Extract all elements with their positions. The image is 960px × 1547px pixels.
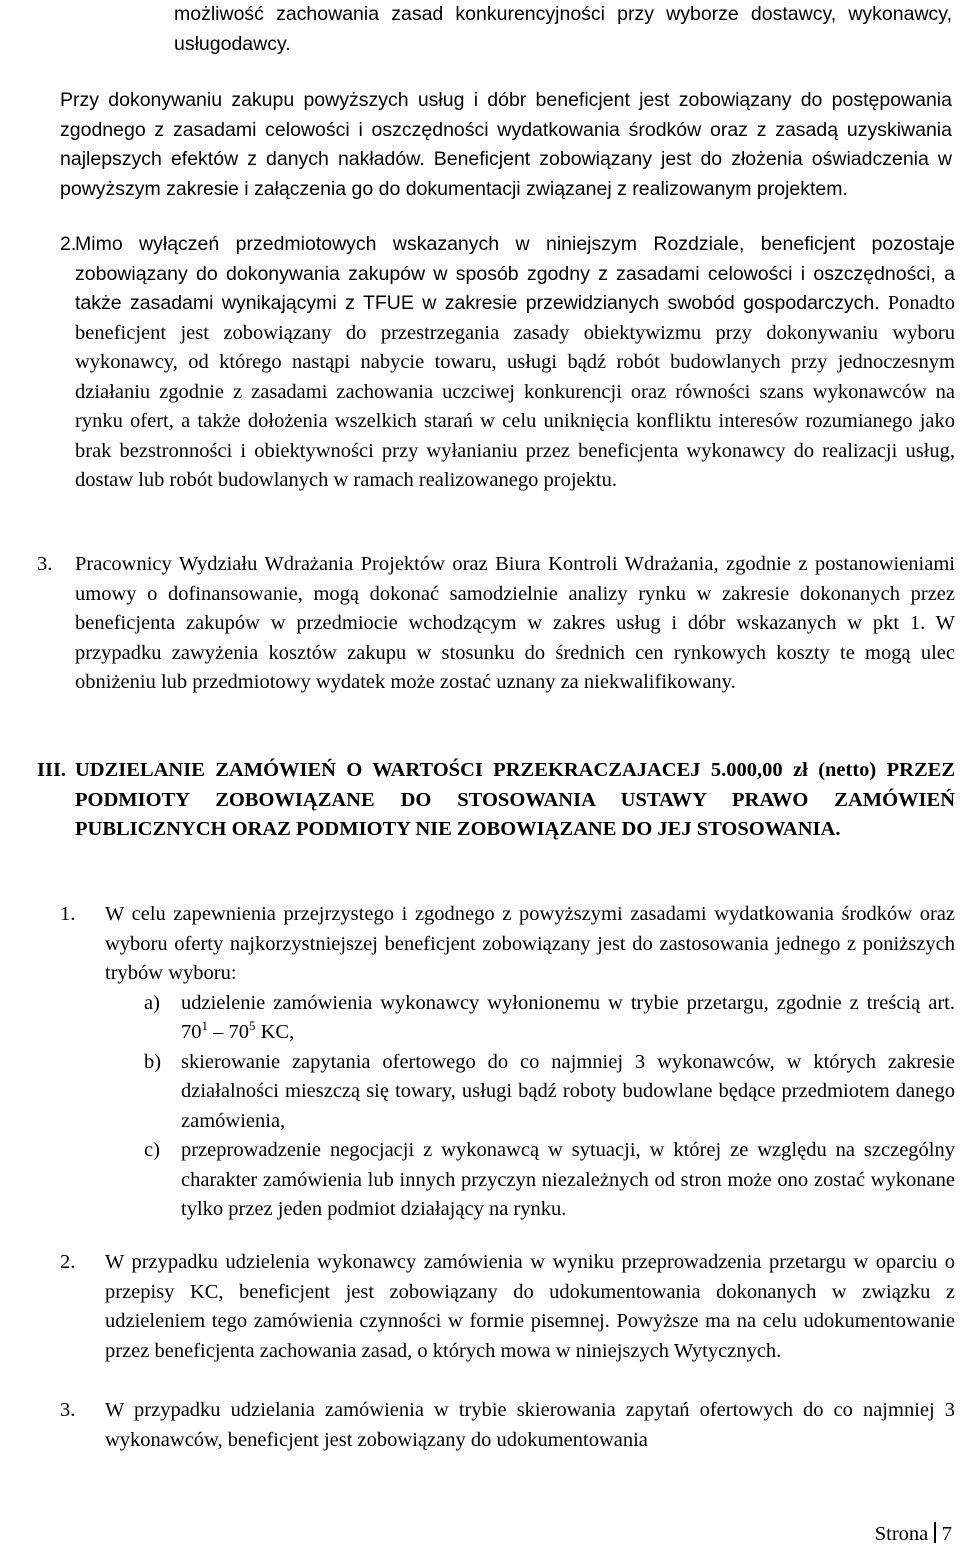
letter-marker: c) — [144, 1139, 160, 1161]
letter-text: udzielenie zamówienia wykonawcy wyłonionemu w trybie przetargu, zgodnie z treścią art. $70^1 - 70^5$ KC, — [181, 991, 955, 1043]
list-item-text-serif: Ponadto beneficjent jest zobowiązany do przestrzegania zasady obiektywizmu przy dokonywaniu wyboru wykonawcy, od którego nastąpi nabycie towaru, usługi bądź robót budowlanych przy jednoczesnym działaniu zgodnie z zasadami zachowania uczciwej konkurencji oraz równości szans wykonawców na rynku ofert, a także dołożenia wszelkich starań w celu uniknięcia konfliktu interesów rozumianego jako brak bezstronności i obiektywności przy wyłanianiu przez beneficjenta wykonawcy do realizacji usług, dostaw lub robót budowlanych w ramach realizowanego projektu. — [75, 292, 955, 491]
letter-text: przeprowadzenie negocjacji z wykonawcą w sytuacji, w której ze względu na szczególny charakter zamówienia lub innych przyczyn niezależnych od stron może ono zostać wykonane tylko przez jeden podmiot działający na rynku. — [181, 1139, 955, 1220]
list-item-body — [75, 230, 955, 496]
page-footer — [875, 1522, 952, 1546]
letter-list — [105, 989, 955, 1225]
section-number: III. — [37, 759, 67, 781]
continuation-text: możliwość zachowania zasad konkurencyjności przy wyborze dostawcy, wykonawcy, usługodawcy. — [174, 3, 952, 55]
page-number: 7 — [941, 1523, 952, 1545]
section-item-text: W celu zapewnienia przejrzystego i zgodnego z powyższymi zasadami wydatkowania środków oraz wyboru oferty najkorzystniejszej beneficjent zobowiązany jest do zastosowania jednego z poniższych trybów wyboru: — [105, 903, 955, 984]
letter-item-b — [105, 1048, 955, 1137]
section-item-body: W przypadku udzielenia wykonawcy zamówienia w wyniku przeprowadzenia przetargu w oparciu o przepisy KC, beneficjent jest zobowiązany do udokumentowania dokonanych w związku z udzieleniem tego zamówienia czynności w formie pisemnej. Powyższe ma na celu udokumentowanie przez beneficjenta zachowania zasad, o których mowa w niniejszych Wytycznych. — [105, 1251, 955, 1362]
list-item-number: 3. — [37, 553, 53, 575]
section-heading — [37, 756, 955, 845]
section-item-3 — [60, 1396, 955, 1455]
list-item-body: Pracownicy Wydziału Wdrażania Projektów oraz Biura Kontroli Wdrażania, zgodnie z postanowieniami umowy o dofinansowanie, mogą dokonać samodzielnie analizy rynku w zakresie dokonanych przez beneficjenta zakupów w przedmiocie wchodzącym w zakres usług i dóbr wskazanych w pkt 1. W przypadku zawyżenia kosztów zakupu w stosunku do średnich cen rynkowych koszty te mogą ulec obniżeniu lub przedmiotowy wydatek może zostać uznany za niekwalifikowany. — [75, 553, 955, 693]
section-item-body: W przypadku udzielania zamówienia w trybie skierowania zapytań ofertowych do co najmniej 3 wykonawców, beneficjent jest zobowiązany do udokumentowania — [105, 1399, 955, 1451]
letter-item-a — [105, 989, 955, 1048]
letter-marker: a) — [144, 991, 160, 1014]
section-item-2 — [60, 1248, 955, 1366]
paragraph-przy: Przy dokonywaniu zakupu powyższych usług i dóbr beneficjent jest zobowiązany do postępowania zgodnego z zasadami celowości i oszczędności wydatkowania środków oraz z zasadą uzyskiwania najlepszych efektów z danych nakładów. Beneficjent zobowiązany jest do złożenia oświadczenia w powyższym zakresie i załączenia go do dokumentacji związanej z realizowanym projektem. — [60, 89, 952, 200]
section-item-number: 1. — [60, 903, 76, 925]
letter-item-c — [105, 1136, 955, 1225]
list-item-number: 2. — [60, 233, 77, 255]
list-item-3 — [37, 550, 955, 698]
footer-label: Strona — [874, 1523, 929, 1545]
section-item-1 — [60, 900, 955, 1225]
letter-text: skierowanie zapytania ofertowego do co najmniej 3 wykonawców, w których zakresie działalności mieszczą się towary, usługi bądź roboty budowlane będące przedmiotem danego zamówienia, — [181, 1050, 955, 1132]
list-item-text-sans: Mimo wyłączeń przedmiotowych wskazanych w niniejszym Rozdziale, beneficjent pozostaje zobowiązany do dokonywania zakupów w sposób zgodny z zasadami celowości i oszczędności, a także zasadami wynikającymi z TFUE w zakresie przewidzianych swobód gospodarczych. — [75, 233, 955, 314]
footer-separator — [934, 1522, 936, 1543]
list-item-2 — [60, 230, 955, 496]
letter-marker: b) — [144, 1050, 162, 1073]
section-item-number: 3. — [60, 1399, 76, 1421]
section-item-number: 2. — [60, 1251, 76, 1273]
section-item-body — [105, 900, 955, 1225]
section-title: UDZIELANIE ZAMÓWIEŃ O WARTOŚCI PRZEKRACZAJACEJ 5.000,00 zł (netto) PRZEZ PODMIOTY ZOBOWIĄZANE DO STOSOWANIA USTAWY PRAWO ZAMÓWIEŃ PUBLICZNYCH ORAZ PODMIOTY NIE ZOBOWIĄZANE DO JEJ STOSOWANIA. — [75, 759, 955, 840]
